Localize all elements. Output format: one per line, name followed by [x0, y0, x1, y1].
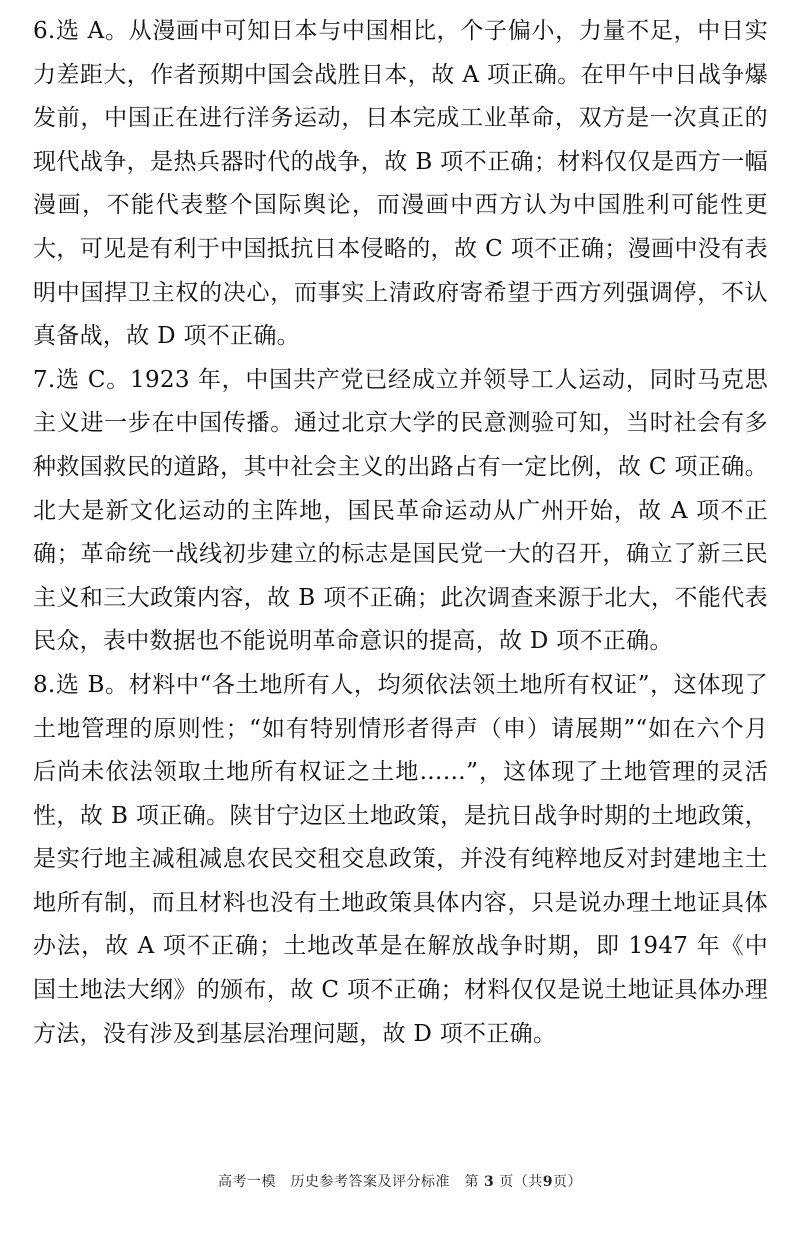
footer-page-number: 3 — [484, 1174, 495, 1190]
footer-prefix: 高考一模 历史参考答案及评分标准 第 — [218, 1174, 484, 1190]
answer-8: 8.选 B。材料中“各土地所有人，均须依法领土地所有权证”，这体现了土地管理的原则性；“如有特别情形者得声（申）请展期”“如在六个月后尚未依法领取土地所有权证之土地……”，这体现了土地管理的灵活性，故 B 项正确。陕甘宁边区土地政策，是抗日战争时期的土地政策，是实行地主减租减息农民交租交息政策，并没有纯粹地反对封建地主土地所有制，而且材料也没有土地政策具体内容，只是说办理土地证具体办法，故 A 项不正确；土地改革是在解放战争时期，即 1947 年《中国土地法大纲》的颁布，故 C 项不正确；材料仅仅是说土地证具体办理方法，没有涉及到基层治理问题，故 D 项不正确。 — [33, 671, 768, 1047]
answer-7: 7.选 C。1923 年，中国共产党已经成立并领导工人运动，同时马克思主义进一步在中国传播。通过北京大学的民意测验可知，当时社会有多种救国救民的道路，其中社会主义的出路占有一定比例，故 C 项正确。北大是新文化运动的主阵地，国民革命运动从广州开始，故 A 项不正确；革命统一战线初步建立的标志是国民党一大的召开，确立了新三民主义和三大政策内容，故 B 项不正确；此次调查来源于北大，不能代表民众，表中数据也不能说明革命意识的提高，故 D 项不正确。 — [33, 366, 768, 655]
footer-middle: 页（共 — [494, 1174, 543, 1190]
page-footer — [0, 1172, 800, 1192]
document-page — [33, 10, 768, 1056]
footer-suffix: 页） — [552, 1174, 582, 1190]
answer-6: 6.选 A。从漫画中可知日本与中国相比，个子偏小，力量不足，中日实力差距大，作者预期中国会战胜日本，故 A 项正确。在甲午中日战争爆发前，中国正在进行洋务运动，日本完成工业革命，双方是一次真正的现代战争，是热兵器时代的战争，故 B 项不正确；材料仅仅是西方一幅漫画，不能代表整个国际舆论，而漫画中西方认为中国胜利可能性更大，可见是有利于中国抵抗日本侵略的，故 C 项不正确；漫画中没有表明中国捍卫主权的决心，而事实上清政府寄希望于西方列强调停，不认真备战，故 D 项不正确。 — [33, 18, 768, 350]
footer-total-pages: 9 — [542, 1174, 553, 1190]
